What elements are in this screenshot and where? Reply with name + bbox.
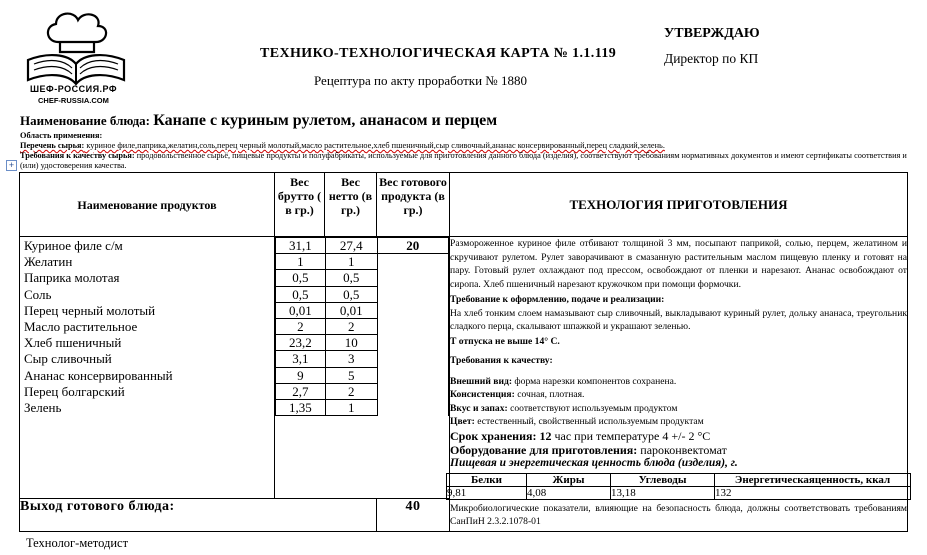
nutrition-header-energy: Энергетическаяценность, ккал [715,473,911,486]
header-brutto: Вес брутто ( в гр.) [275,173,325,237]
product-name: Паприка молотая [24,270,120,286]
product-netto: 0,5 [325,270,377,286]
product-weight-row [276,286,449,302]
product-ready [377,383,448,399]
nutrition-header-carbs: Углеводы [611,473,715,486]
product-names-list [20,238,274,416]
product-brutto: 0,01 [276,302,326,318]
product-brutto: 31,1 [276,238,326,254]
product-netto: 1 [325,399,377,415]
shelf-life-value: 12 [536,428,552,443]
product-ready: 20 [377,238,448,254]
dish-name-line [20,112,497,130]
nutrition-value-proteins: 9,81 [447,486,527,499]
product-netto: 1 [325,254,377,270]
product-weight-row [276,351,449,367]
product-weight-row [276,367,449,383]
equipment-label: Оборудование для приготовления: [450,442,638,457]
product-brutto: 2 [276,318,326,334]
product-weight-row [276,383,449,399]
header-netto: Вес нетто (в гр.) [325,173,377,237]
product-name: Масло растительное [24,318,138,334]
nutrition-table [446,473,911,500]
document-title: ТЕХНИКО-ТЕХНОЛОГИЧЕСКАЯ КАРТА № 1.1.119 [260,46,617,61]
product-brutto: 23,2 [276,335,326,351]
product-netto: 0,5 [325,286,377,302]
product-names-cell [20,237,275,499]
nutrition-header-proteins: Белки [447,473,527,486]
nutrition-title: Пищевая и энергетическая ценность блюда (изделия), г. [450,456,738,469]
requirements-text: продовольственное сырьё, пищевые продукты и полуфабрикаты, используемые для приготовления данного блюда (изделия), соответствуют требованиям нормативных документов и имеют сертификаты соответствия и (или) удостоверения качества. [20,151,907,170]
product-netto: 27,4 [325,238,377,254]
table-move-handle-icon[interactable]: + [6,160,17,171]
product-netto: 2 [325,318,377,334]
header-technology: ТЕХНОЛОГИЯ ПРИГОТОВЛЕНИЯ [450,173,908,237]
product-name: Куриное филе с/м [24,238,123,253]
product-weights-table [275,237,449,416]
product-name: Соль [24,286,52,302]
taste-label: Вкус и запах: [450,402,508,414]
nutrition-value-energy: 132 [715,486,911,499]
director-label: Директор по КП [664,51,759,66]
appearance-text: форма нарезки компонентов сохранена. [512,375,677,387]
header-products: Наименование продуктов [20,173,275,237]
requirements-label: Требования к качеству сырья: [20,151,135,160]
color-label: Цвет: [450,416,475,427]
product-brutto: 0,5 [276,270,326,286]
product-weight-row [276,270,449,286]
product-netto: 5 [325,367,377,383]
product-weight-row [276,254,449,270]
product-netto: 3 [325,351,377,367]
product-weight-row [276,335,449,351]
taste-text: соответствуют используемым продуктом [507,402,678,414]
yield-value: 40 [377,499,450,532]
product-weight-row [276,302,449,318]
consistency-text: сочная, плотная. [514,389,585,400]
product-ready [377,302,448,318]
temperature-text: Т отпуска не выше 14° С. [450,335,560,347]
product-netto: 0,01 [325,302,377,318]
process-text: Размороженное куриное филе отбивают толщиной 3 мм, посыпают паприкой, солью, перцем, желатином и скручивают рулетом. Рулет заворачивают в смазанную растительным маслом пищевую пленку и готовят на пару. Готовый рулет охлаждают под прессом, освобождают от пленки и нарезают. Ананас освобождают от сиропа. Хлеб пшеничный нарезают кружочком при помощи формочки. [450,238,907,290]
dish-label: Наименование блюда: [20,113,150,128]
product-ready [377,351,448,367]
product-ready [377,335,448,351]
scope-label: Область применения: [20,131,103,140]
product-weight-row [276,399,449,415]
product-ready [377,286,448,302]
product-ready [377,254,448,270]
product-name: Хлеб пшеничный [24,335,122,351]
product-netto: 2 [325,383,377,399]
requirements-line [20,151,915,171]
product-weights-cell [275,237,450,499]
appearance-label: Внешний вид: [450,375,513,387]
product-brutto: 1,35 [276,399,326,415]
raw-list-text: куриное филе,паприка,желатин,соль,перец черный молотый,масло растительное,хлеб пшеничный,сыр сливочный,ананас консервированный,перец сладкий,зелень. [84,141,665,150]
shelf-life-text: час при температуре 4 +/- 2 °С [551,428,711,443]
product-ready [377,367,448,383]
quality-label: Требования к качеству: [450,355,553,366]
product-ready [377,270,448,286]
product-weight-row [276,318,449,334]
serving-text: На хлеб тонким слоем намазывают сыр сливочный, выкладывают куриный рулет, дольку ананаса, треугольник сладкого перца, скалывают шпажкой и украшают зеленью. [450,307,907,332]
product-netto: 10 [325,335,377,351]
header-ready: Вес готового продукта (в гр.) [377,173,450,237]
dish-name: Канапе с куриным рулетом, ананасом и перцем [153,112,498,129]
product-brutto: 0,5 [276,286,326,302]
technology-cell [447,237,908,532]
product-brutto: 1 [276,254,326,270]
nutrition-header-fats: Жиры [527,473,611,486]
consistency-label: Консистенция: [450,389,515,400]
product-name: Перец болгарский [24,383,125,399]
logo-caption-en: CHEF-RUSSIA.COM [38,96,109,105]
raw-list-label: Перечень сырья: [20,141,85,150]
product-weight-row [276,238,449,254]
product-ready [377,399,448,415]
approve-label: УТВЕРЖДАЮ [664,26,760,41]
shelf-life-label: Срок хранения: [450,428,537,443]
serving-label: Требование к оформлению, подаче и реализации: [450,294,665,305]
micro-text: Микробиологические показатели, влияющие на безопасность блюда, должны соответствовать требованиям СанПиН 2.3.2.1078-01 [450,502,907,527]
document-subtitle: Рецептура по акту проработки № 1880 [314,73,527,88]
nutrition-value-fats: 4,08 [527,486,611,499]
recipe-table [19,172,908,532]
product-name: Сыр сливочный [24,351,112,367]
product-brutto: 2,7 [276,383,326,399]
product-brutto: 3,1 [276,351,326,367]
product-name: Ананас консервированный [24,367,173,383]
equipment-text: пароконвектомат [637,442,727,457]
product-ready [377,318,448,334]
logo-caption-ru: ШЕФ-РОССИЯ.РФ [30,84,118,94]
scope-line [20,131,915,141]
product-name: Желатин [24,254,73,270]
nutrition-value-carbs: 13,18 [611,486,715,499]
product-name: Зелень [24,399,62,415]
product-brutto: 9 [276,367,326,383]
raw-list-line [20,141,915,151]
color-text: естественный, свойственный используемым продуктам [474,416,704,427]
product-name: Перец черный молотый [24,302,156,318]
technologist-label: Технолог-методист [26,536,129,550]
yield-label: Выход готового блюда: [20,499,377,532]
